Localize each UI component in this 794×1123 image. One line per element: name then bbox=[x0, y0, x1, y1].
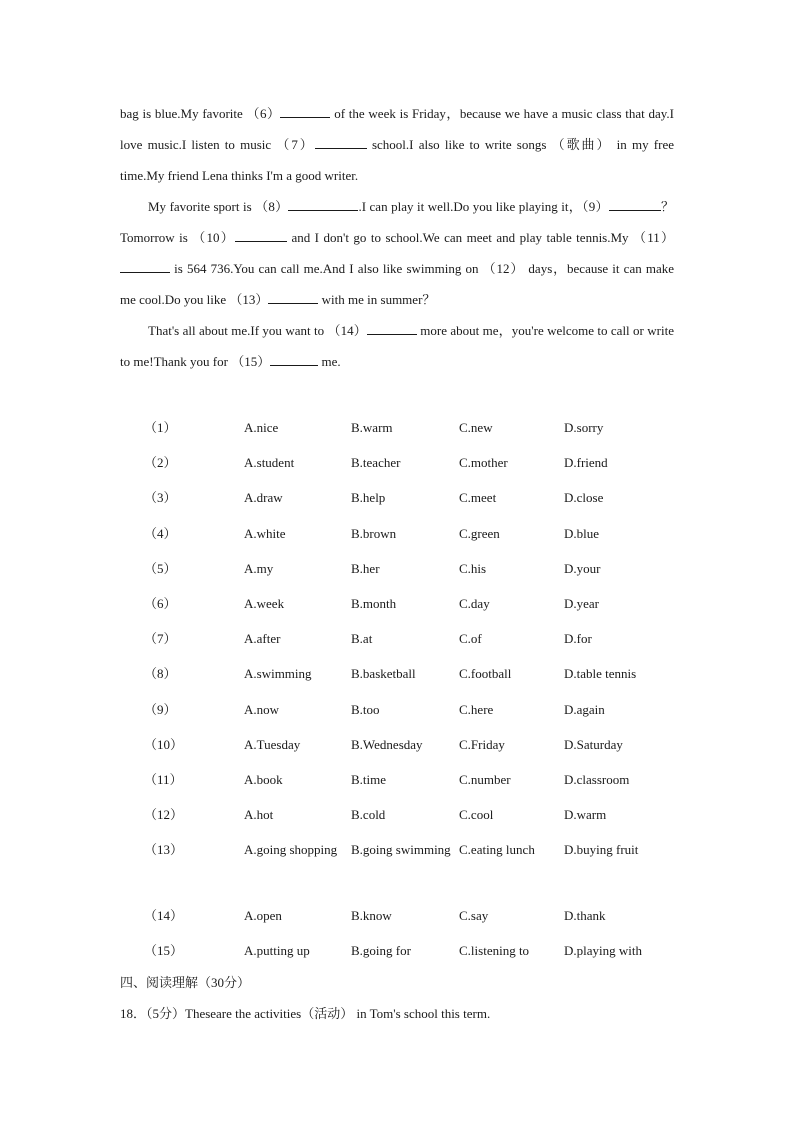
question-number: （3） bbox=[144, 490, 177, 506]
option-a: A.Tuesday bbox=[244, 736, 301, 752]
option-a: A.nice bbox=[244, 420, 279, 435]
option-c: C.day bbox=[459, 595, 490, 611]
option-b: B.Wednesday bbox=[351, 736, 423, 752]
question-number: （7） bbox=[144, 631, 177, 647]
option-row bbox=[144, 410, 684, 445]
question-number: （14） bbox=[144, 908, 184, 924]
text-segment: bag is blue.My favorite （6） bbox=[120, 106, 281, 121]
option-a: A.white bbox=[244, 525, 286, 541]
option-b: B.time bbox=[351, 771, 387, 787]
option-a: A.open bbox=[244, 908, 282, 924]
question-number: （13） bbox=[144, 842, 184, 858]
option-b: B.teacher bbox=[351, 455, 401, 471]
option-d: D.classroom bbox=[564, 771, 630, 787]
blank-15 bbox=[270, 351, 318, 366]
option-b: B.going for bbox=[351, 943, 411, 959]
cloze-passage bbox=[120, 98, 674, 377]
option-d: D.close bbox=[564, 490, 604, 506]
blank-11 bbox=[120, 258, 170, 273]
question-number: （11） bbox=[144, 771, 183, 787]
text-segment: and I don't go to school.We can meet and play table tennis.My （11） bbox=[286, 230, 674, 245]
blank-8 bbox=[288, 196, 358, 211]
option-c: C.green bbox=[459, 525, 500, 541]
question-18: 18．（5分）Theseare the activities（活动） in Tom's school this term. bbox=[120, 1006, 491, 1021]
option-d: D.year bbox=[564, 595, 600, 611]
text-segment: more about me，you're welcome to call or write to me!Thank you for （15） bbox=[120, 323, 674, 369]
option-row bbox=[144, 445, 684, 480]
option-b: B.at bbox=[351, 631, 373, 647]
text-segment: My favorite sport is （8） bbox=[148, 199, 289, 214]
option-b: B.too bbox=[351, 701, 380, 717]
option-c: C.cool bbox=[459, 807, 494, 823]
option-d: D.Saturday bbox=[564, 736, 623, 752]
text-segment: That's all about me.If you want to （14） bbox=[148, 323, 367, 338]
option-d: D.blue bbox=[564, 525, 600, 541]
option-a: A.week bbox=[244, 595, 285, 611]
text-segment: of the week is Friday，because we have a music class that day.I love music.I listen to music （7） bbox=[120, 106, 674, 152]
option-row bbox=[144, 832, 684, 898]
option-b: B.basketball bbox=[351, 666, 416, 682]
option-a: A.book bbox=[244, 771, 283, 787]
option-d: D.playing with bbox=[564, 943, 642, 959]
option-a: A.hot bbox=[244, 807, 274, 823]
paragraph-2 bbox=[120, 191, 674, 315]
question-number: （5） bbox=[144, 560, 177, 576]
option-b: B.her bbox=[351, 560, 380, 576]
option-c: C.mother bbox=[459, 455, 508, 471]
option-c: C.Friday bbox=[459, 736, 505, 752]
option-c: C.football bbox=[459, 666, 512, 682]
option-row bbox=[144, 621, 684, 656]
text-segment: is 564 736.You can call me.And I also like swimming on （12） days，because it can make me cool.Do you like （13） bbox=[120, 261, 674, 307]
option-d: D.thank bbox=[564, 908, 606, 924]
blank-9 bbox=[609, 196, 661, 211]
option-row bbox=[144, 586, 684, 621]
question-number: （6） bbox=[144, 595, 177, 611]
option-d: D.your bbox=[564, 560, 601, 576]
blank-10 bbox=[235, 227, 287, 242]
option-a: A.student bbox=[244, 455, 295, 471]
blank-6 bbox=[280, 103, 330, 118]
option-c: C.number bbox=[459, 771, 511, 787]
option-c: C.new bbox=[459, 420, 493, 435]
option-b: B.going swimming bbox=[351, 842, 451, 858]
option-row bbox=[144, 762, 684, 797]
text-segment: .I can play it well.Do you like playing it，（9） bbox=[358, 199, 609, 214]
question-number: （8） bbox=[144, 666, 177, 682]
question-number: （9） bbox=[144, 701, 177, 717]
blank-13 bbox=[268, 289, 318, 304]
blank-14 bbox=[367, 320, 417, 335]
blank-7 bbox=[315, 134, 367, 149]
text-segment: ？Tomorrow is （10） bbox=[120, 199, 674, 245]
option-row bbox=[144, 898, 684, 933]
option-a: A.now bbox=[244, 701, 280, 717]
question-number: （1） bbox=[144, 420, 177, 435]
option-row bbox=[144, 551, 684, 586]
option-b: B.cold bbox=[351, 807, 386, 823]
option-row bbox=[144, 797, 684, 832]
section-title: 四、阅读理解（30分） bbox=[120, 975, 251, 990]
option-d: D.table tennis bbox=[564, 666, 637, 682]
question-number: （10） bbox=[144, 736, 184, 752]
option-row bbox=[144, 692, 684, 727]
option-d: D.warm bbox=[564, 807, 607, 823]
option-a: A.my bbox=[244, 560, 274, 576]
option-c: C.of bbox=[459, 631, 482, 647]
text-segment: with me in summer？ bbox=[318, 292, 436, 307]
option-row bbox=[144, 516, 684, 551]
option-a: A.going shopping bbox=[244, 842, 338, 858]
text-segment: me. bbox=[318, 354, 341, 369]
option-row bbox=[144, 727, 684, 762]
option-a: A.after bbox=[244, 631, 281, 647]
question-number: （12） bbox=[144, 807, 184, 823]
option-b: B.know bbox=[351, 908, 392, 924]
option-c: C.his bbox=[459, 560, 487, 576]
option-d: D.for bbox=[564, 631, 592, 647]
option-d: D.sorry bbox=[564, 420, 604, 435]
option-c: C.eating lunch bbox=[459, 842, 535, 858]
question-number: （15） bbox=[144, 943, 184, 959]
options-table bbox=[144, 410, 684, 969]
option-b: B.help bbox=[351, 490, 386, 506]
option-a: A.swimming bbox=[244, 666, 312, 682]
option-b: B.warm bbox=[351, 420, 393, 435]
option-d: D.buying fruit bbox=[564, 842, 639, 858]
option-row bbox=[144, 480, 684, 515]
option-b: B.brown bbox=[351, 525, 397, 541]
question-number: （4） bbox=[144, 525, 177, 541]
option-b: B.month bbox=[351, 595, 397, 611]
paragraph-3 bbox=[120, 315, 674, 377]
option-row bbox=[144, 933, 684, 968]
option-c: C.meet bbox=[459, 490, 497, 506]
option-d: D.again bbox=[564, 701, 605, 717]
question-number: （2） bbox=[144, 455, 177, 471]
option-d: D.friend bbox=[564, 455, 608, 471]
text-segment: school.I also like to write songs （歌曲） in my free time.My friend Lena thinks I'm a good writer. bbox=[120, 137, 674, 183]
option-row bbox=[144, 656, 684, 691]
option-c: C.listening to bbox=[459, 943, 530, 959]
option-a: A.putting up bbox=[244, 943, 310, 959]
paragraph-1 bbox=[120, 98, 674, 191]
option-c: C.here bbox=[459, 701, 494, 717]
option-c: C.say bbox=[459, 908, 489, 924]
option-a: A.draw bbox=[244, 490, 283, 506]
